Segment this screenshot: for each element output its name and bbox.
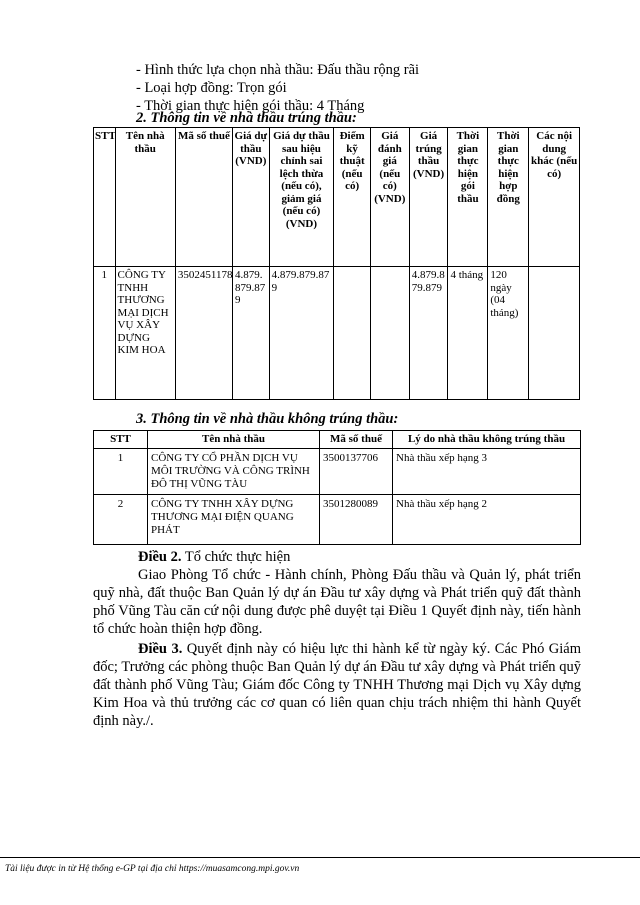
article-2-title: Tổ chức thực hiện [181, 549, 291, 565]
cell-reason: Nhà thầu xếp hạng 2 [393, 495, 581, 545]
table-header-row [94, 128, 580, 267]
cell-tax: 3502451178 [175, 267, 232, 400]
header-eval-price: Giá đánh giá (nếu có) (VND) [370, 128, 409, 267]
cell-name: CÔNG TY TNHH THƯƠNG MẠI DỊCH VỤ XÂY DỰNG KIM HOA [115, 267, 175, 400]
cell-tax: 3501280089 [320, 495, 393, 545]
cell-contract-time: 120 ngày (04 tháng) [488, 267, 529, 400]
article-3-body: Quyết định này có hiệu lực thi hành kể từ ngày ký. Các Phó Giám đốc; Trưởng các phòng thuộc Ban Quản lý dự án Đầu tư xây dựng và Phát triển quỹ đất thành phố Vũng Tàu; Giám đốc Công ty TNHH Thương mại Dịch vụ Xây dựng Kim Hoa và thủ trưởng các cơ quan có liên quan chịu trách nhiệm thi hành Quyết định này./. [93, 641, 582, 729]
cell-tax: 3500137706 [320, 449, 393, 495]
header-reason: Lý do nhà thầu không trúng thầu [393, 431, 581, 449]
losing-bidder-table [93, 430, 581, 545]
cell-eval-price [370, 267, 409, 400]
cell-tech-score [334, 267, 371, 400]
cell-stt: 1 [94, 449, 148, 495]
cell-stt: 1 [94, 267, 116, 400]
header-win-price: Giá trúng thầu (VND) [409, 128, 448, 267]
cell-package-time: 4 tháng [448, 267, 488, 400]
bullet-duration: - Thời gian thực hiện gói thầu: 4 Tháng [136, 98, 365, 114]
section-2-title: 2. Thông tin về nhà thầu trúng thầu: [136, 110, 357, 126]
header-other: Các nội dung khác (nếu có) [529, 128, 580, 267]
header-stt: STT [94, 431, 148, 449]
cell-name: CÔNG TY TNHH XÂY DỰNG THƯƠNG MẠI ĐIỆN QUANG PHÁT [148, 495, 320, 545]
header-stt: STT [94, 128, 116, 267]
footer-source-note: Tài liệu được in từ Hệ thống e-GP tại địa chỉ https://muasamcong.mpi.gov.vn [5, 864, 300, 874]
header-name: Tên nhà thầu [148, 431, 320, 449]
article-2-body: Giao Phòng Tổ chức - Hành chính, Phòng Đấu thầu và Quản lý, phát triển quỹ nhà, đất thuộc Ban Quản lý dự án Đầu tư xây dựng và Phát triển quỹ đất thành phố Vũng Tàu căn cứ nội dung được phê duyệt tại Điều 1 Quyết định này, tiến hành tổ chức hoàn thiện hợp đồng. [93, 567, 581, 637]
header-contract-time: Thời gian thực hiện hợp đồng [488, 128, 529, 267]
cell-other [529, 267, 580, 400]
section-3-title: 3. Thông tin về nhà thầu không trúng thầu: [136, 411, 399, 427]
bullet-contract-type: - Loại hợp đồng: Trọn gói [136, 80, 287, 96]
header-bid-adjusted: Giá dự thầu sau hiệu chỉnh sai lệch thừa (nếu có), giảm giá (nếu có) (VND) [269, 128, 334, 267]
cell-bid: 4.879.879.879 [233, 267, 270, 400]
article-2-label: Điều 2. [138, 549, 182, 565]
cell-stt: 2 [94, 495, 148, 545]
header-tech-score: Điểm kỹ thuật (nếu có) [334, 128, 371, 267]
article-2-heading [138, 548, 578, 566]
table-row [94, 267, 580, 400]
cell-reason: Nhà thầu xếp hạng 3 [393, 449, 581, 495]
table-row [94, 449, 581, 495]
article-3-paragraph [93, 640, 581, 730]
table-row [94, 495, 581, 545]
table-header-row [94, 431, 581, 449]
footer-divider [0, 857, 640, 858]
header-tax: Mã số thuế [175, 128, 232, 267]
header-tax: Mã số thuế [320, 431, 393, 449]
header-bid: Giá dự thầu (VND) [233, 128, 270, 267]
cell-bid-adjusted: 4.879.879.879 [269, 267, 334, 400]
cell-win-price: 4.879.879.879 [409, 267, 448, 400]
article-3-label: Điều 3. [138, 641, 183, 657]
header-name: Tên nhà thầu [115, 128, 175, 267]
header-package-time: Thời gian thực hiện gói thầu [448, 128, 488, 267]
winning-bidder-table [93, 127, 580, 400]
bullet-selection-method: - Hình thức lựa chọn nhà thầu: Đấu thầu rộng rãi [136, 62, 420, 78]
cell-name: CÔNG TY CỔ PHẦN DỊCH VỤ MÔI TRƯỜNG VÀ CÔNG TRÌNH ĐÔ THỊ VŨNG TÀU [148, 449, 320, 495]
